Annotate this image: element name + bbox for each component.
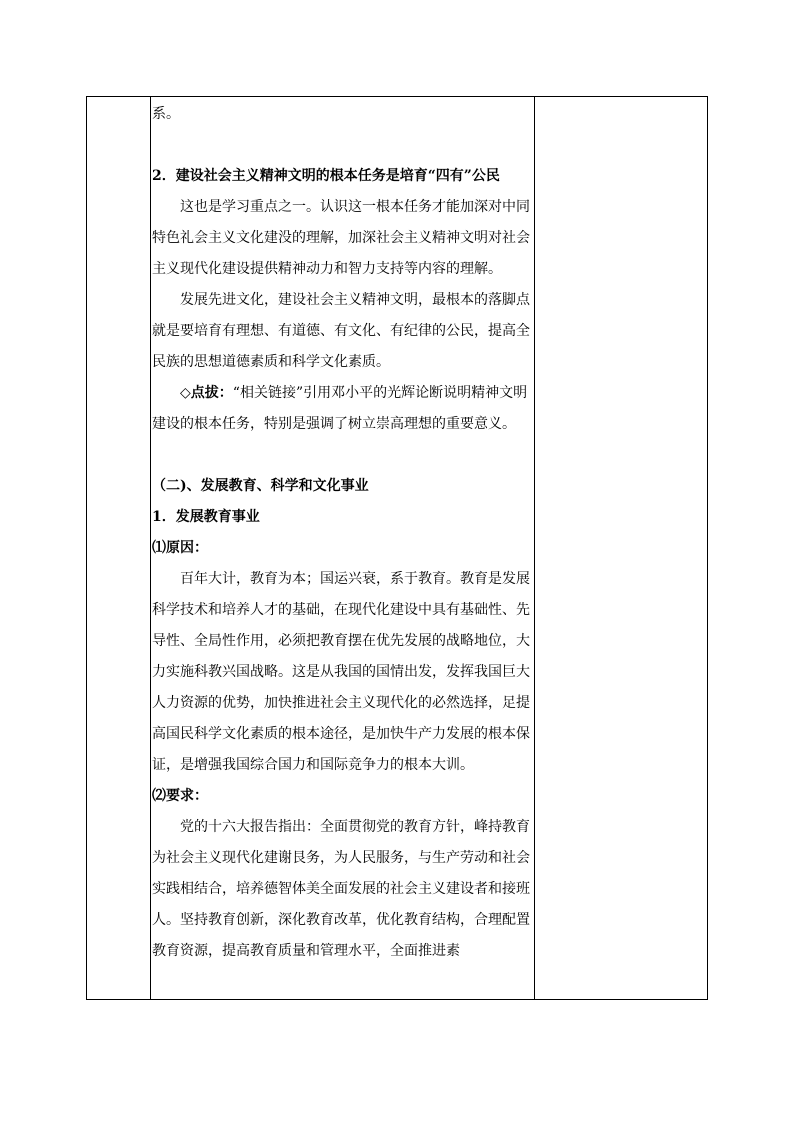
- part-2-heading: （二)、发展教育、科学和文化事业: [152, 478, 369, 494]
- reason-label: ⑴原因：: [152, 540, 208, 556]
- section-2-paragraph-1: 这也是学习重点之一。认识这一根本任务才能加深对中同特色礼会主义文化建没的理解，加深社会主义精神文明对社会主义现代化建设提供精神动力和智力支持等内容的理解。: [152, 199, 530, 277]
- lesson-content-cell: [152, 96, 532, 967]
- education-heading: 1．发展教育事业: [152, 509, 260, 525]
- continuation-text: 系。: [152, 106, 180, 122]
- column-divider-right: [534, 97, 535, 999]
- tip-text: “相关链接”引用邓小平的光辉论断说明精神文明建设的根本任务，特别是强调了树立崇高理想的重要意义。: [152, 385, 528, 432]
- requirement-paragraph: 党的十六大报告指出：全面贯彻党的教育方针，峰持教育为社会主义现代化建谢艮务，为人民服务，与生产劳动和社会实践相结合，培养德智体美全面发展的社会主义建设者和接班人。坚持教育创新，深化教育改革，优化教育结构，合理配置教育资源，提高教育质量和管理水平，全面推进素: [152, 819, 530, 959]
- tip-label: ◇点拔：: [180, 385, 233, 401]
- tip-paragraph: [152, 378, 532, 440]
- requirement-label: ⑵要求：: [152, 788, 208, 804]
- section-2-heading: 2．建设社会主义精神文明的根本任务是培育“四有”公民: [152, 168, 500, 184]
- column-divider-left: [150, 97, 151, 999]
- reason-paragraph: 百年大计，教育为本；国运兴衰，系于教育。教育是发展科学技术和培养人才的基础，在现代化建设中具有基础性、先导性、全局性作用，必须把教育摆在优先发展的战略地位，大力实施科教兴国战略。这是从我国的国情出发，发挥我国巨大人力资源的优势，加快推进社会主义现代化的必然选择，足提高国民科学文化素质的根本途径，是加快牛产力发展的根本保证，是增强我国综合国力和国际竞争力的根本大训。: [152, 571, 530, 773]
- section-2-paragraph-2: 发展先进文化，建设社会主义精神文明，最根本的落脚点就是要培育有理想、有道德、有文化、有纪律的公民，提高全民族的思想道德素质和科学文化素质。: [152, 292, 530, 370]
